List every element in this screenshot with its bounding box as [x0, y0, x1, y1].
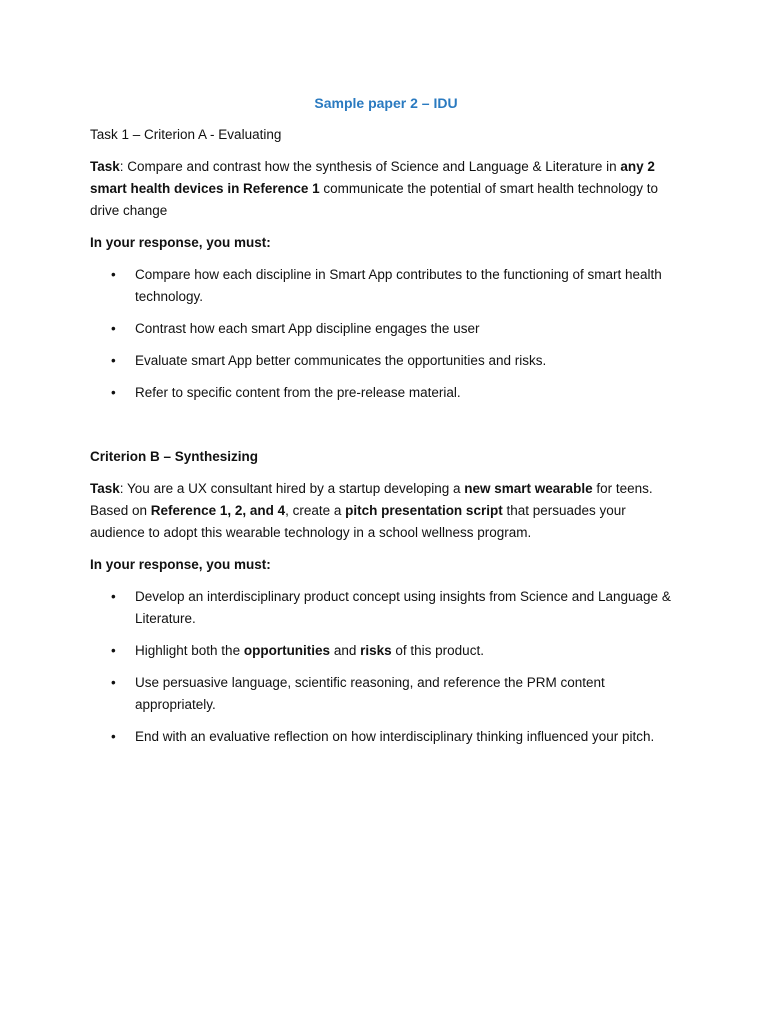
section-b-task [90, 478, 682, 544]
section-a-task [90, 156, 682, 222]
task-text: for teens. Based on [90, 481, 653, 518]
task-text: , create a [285, 503, 346, 518]
bullet-emphasis: opportunities [243, 643, 331, 658]
task-emphasis: any 2 smart health devices in Reference 1 [90, 159, 655, 196]
list-item: • Evaluate smart App better communicates the opportunities and risks. [90, 350, 682, 372]
task-text: : Compare and contrast how the synthesis of Science and Language & Literature in [119, 159, 621, 174]
document-title: Sample paper 2 – IDU [314, 95, 458, 111]
task1-heading: Task 1 – Criterion A - Evaluating [90, 127, 282, 142]
task-text: : You are a UX consultant hired by a startup developing a [119, 481, 465, 496]
bullet-text: of this product. [391, 643, 484, 658]
list-item: • Refer to specific content from the pre-release material. [90, 382, 682, 404]
document-page [90, 92, 682, 758]
list-item: • Use persuasive language, scientific reasoning, and reference the PRM content appropriately. [90, 672, 682, 716]
task-text: communicate the potential of smart health technology to drive change [90, 181, 659, 218]
task-emphasis: new smart wearable [464, 481, 593, 496]
bullet-emphasis: risks [360, 643, 392, 658]
list-item: • Contrast how each smart App discipline engages the user [90, 318, 682, 340]
section-b-bullet-list [90, 586, 682, 748]
bullet-text: Highlight both the [135, 643, 244, 658]
section-a-bullet-list [90, 264, 682, 404]
list-item: • End with an evaluative reflection on how interdisciplinary thinking influenced your pitch. [90, 726, 682, 748]
section-a-must-heading: In your response, you must: [90, 235, 271, 250]
task-label: Task [90, 481, 120, 496]
list-item: • Develop an interdisciplinary product concept using insights from Science and Language & Literature. [90, 586, 682, 630]
section-spacer [90, 414, 682, 446]
bullet-text: and [330, 643, 361, 658]
task-emphasis: Reference 1, 2, and 4 [150, 503, 286, 518]
section-b-heading: Criterion B – Synthesizing [90, 449, 259, 464]
task-label: Task [90, 159, 120, 174]
section-b-must-heading: In your response, you must: [90, 557, 271, 572]
list-item: • Compare how each discipline in Smart App contributes to the functioning of smart health technology. [90, 264, 682, 308]
list-item [90, 640, 682, 662]
task-emphasis: pitch presentation script [345, 503, 503, 518]
task-text: that persuades your audience to adopt this wearable technology in a school wellness program. [90, 503, 626, 540]
